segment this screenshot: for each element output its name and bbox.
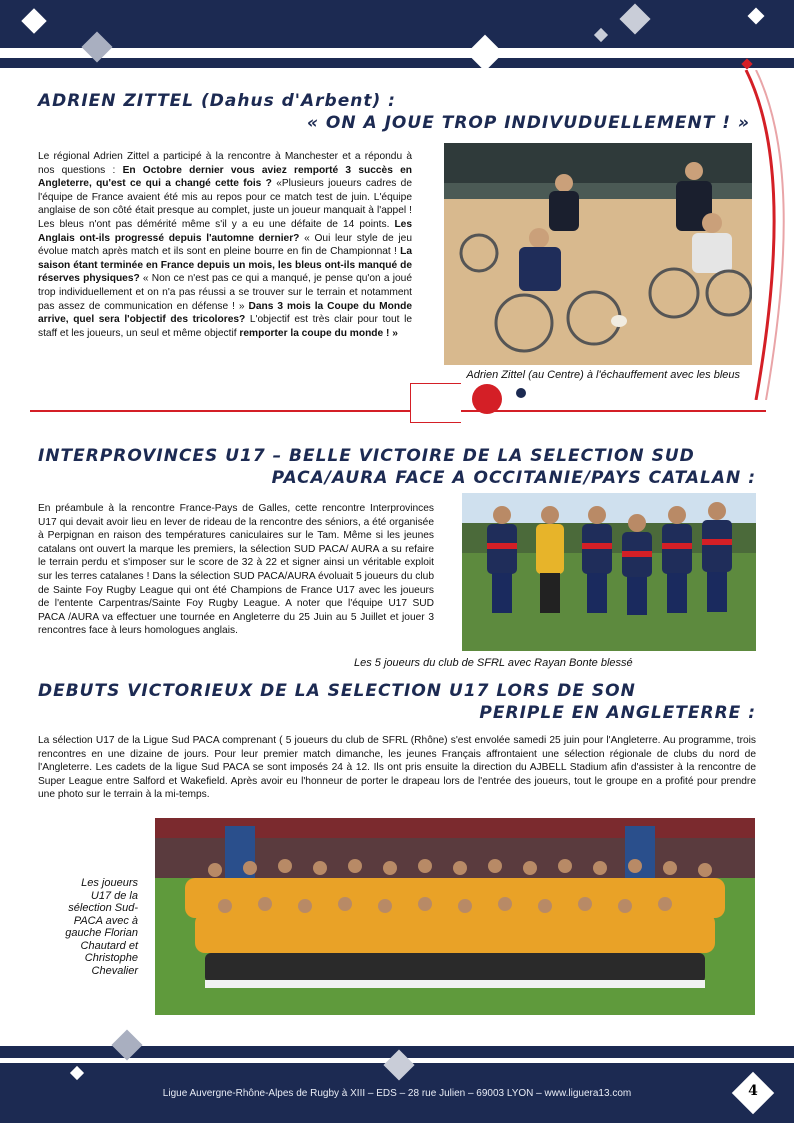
section2-title-line1: INTERPROVINCES U17 – BELLE VICTOIRE DE LA SELECTION SUD	[38, 446, 695, 466]
section1-p5: L'objectif est très clair pour tout le staff et les joueurs, un seul et même objectif	[38, 314, 413, 339]
section3-body: La sélection U17 de la Ligue Sud PACA comprenant ( 5 joueurs du club de SFRL (Rhône) s'est envolée samedi 25 juin pour l'Angleterre. Au programme, trois rencontres en une dizaine de jours. Pour leur premier match dimanche, les jeunes Français affrontaient une sélection régionale de clubs du nord de l'Angleterre. Les cadets de la ligue Sud PACA se sont imposés 24 à 12. Ils ont pris ensuite la direction du AJBELL Stadium afin d'assister à la rencontre de Super League entre Salford et Wakefield. Après avoir eu l'honneur de porter le drapeau lors de l'entrée des joueurs, tout le groupe en a profité pour prendre une photo sur le terrain à la mi-temps.	[38, 735, 756, 801]
section1-article	[38, 150, 412, 340]
divider-red-dot	[472, 384, 502, 414]
section1-q3: La saison étant terminée en France depuis un mois, les bleus ont-ils manqué de réserves physiques?	[38, 246, 412, 285]
section1-photo	[444, 143, 752, 365]
section1-caption: Adrien Zittel (au Centre) à l'échauffement avec les bleus	[466, 369, 740, 381]
section1-q2: Les Anglais ont-ils progressé depuis l'automne dernier?	[38, 218, 412, 244]
section3-caption: Les joueurs U17 de la sélection Sud-PACA avec à gauche Florian Chautard et Christophe Chevalier	[65, 877, 138, 977]
section2-body: En préambule à la rencontre France-Pays de Galles, cette rencontre Interprovinces U17 qui devait avoir lieu en lever de rideau de la rencontre des séniors, a été organisée à Perpignan en raison des températures caniculaires sur le Tam. Même si les jeunes catalans ont ouvert la marque les premiers, la sélection SUD PACA/ AURA a su refaire le terrain perdu et s'imposer sur le score de 32 à 22 et signer ainsi un véritable exploit sur les terres catalanes ! Dans la sélection SUD PACA/AURA évoluait 5 joueurs du club de Sainte Foy Rugby League qui ont été Champions de France U17 avec les joueurs de l'entente Carpentras/Sainte Foy Rugby League. A noter que l'équipe U17 SUD PACA /AURA va effectuer une tournée en Angleterre du 25 Juin au 5 Juillet et jouer 3 rencontres face à leurs homologues anglais.	[38, 503, 434, 637]
section1-p4: « Non ce n'est pas ce qui a manqué, je pense qu'on a joué trop individuellement et on n'a pas réussi a se trouver sur le terrain et notamment pas assez de communication en défense ! »	[38, 273, 412, 312]
section2-photo	[462, 493, 756, 651]
section3-title-line1: DEBUTS VICTORIEUX DE LA SELECTION U17 LORS DE SON	[38, 681, 636, 701]
section1-p3: « Oui leur style de jeu évolue match après match et ils sont en pleine bourre en fin de Championnat !	[38, 232, 413, 258]
section1-title	[38, 90, 750, 134]
section-divider	[30, 410, 766, 412]
divider-navy-dot	[516, 388, 526, 398]
section2-caption: Les 5 joueurs du club de SFRL avec Rayan Bonte blessé	[354, 657, 633, 669]
section1-title-line1: ADRIEN ZITTEL (Dahus d'Arbent) :	[38, 91, 396, 111]
divider-box-decor	[410, 383, 461, 423]
page-number: 4	[748, 1083, 758, 1099]
section3-photo	[155, 818, 755, 1015]
section3-title-line2: PERIPLE EN ANGLETERRE :	[479, 703, 756, 723]
section2-title	[38, 445, 756, 489]
section3-title	[38, 680, 756, 724]
section1-title-line2: « ON A JOUE TROP INDIVUDUELLEMENT ! »	[306, 113, 750, 133]
section1-q1: En Octobre dernier vous aviez remporté 3 succès en Angleterre, qu'est ce qui a changé cette fois ?	[38, 164, 412, 190]
section1-p2: «Plusieurs joueurs cadres de l'équipe de France avaient été mis au repos pour ce match test de juin. L'équipe anglaise de son côté était presque au complet, juste un joueur manquait à l'appel ! Les bleus n'ont pas démérité même s'il y a eu une défaite de 14 points.	[38, 178, 413, 230]
section3-article	[38, 734, 756, 802]
header-stripe	[0, 58, 794, 68]
section2-article	[38, 502, 434, 638]
section1-p5-bold: remporter la coupe du monde ! »	[239, 327, 398, 339]
section1-p1: Le régional Adrien Zittel a participé à la rencontre à Manchester et a répondu à nos questions :	[38, 151, 412, 176]
section2-title-line2: PACA/AURA FACE A OCCITANIE/PAYS CATALAN :	[271, 468, 756, 488]
header-band	[0, 0, 794, 48]
footer-address: Ligue Auvergne-Rhône-Alpes de Rugby à XIII – EDS – 28 rue Julien – 69003 LYON – www.liguera13.com	[162, 1088, 632, 1099]
section1-q4: Dans 3 mois la Coupe du Monde arrive, quel sera l'objectif des tricolores?	[38, 300, 413, 326]
